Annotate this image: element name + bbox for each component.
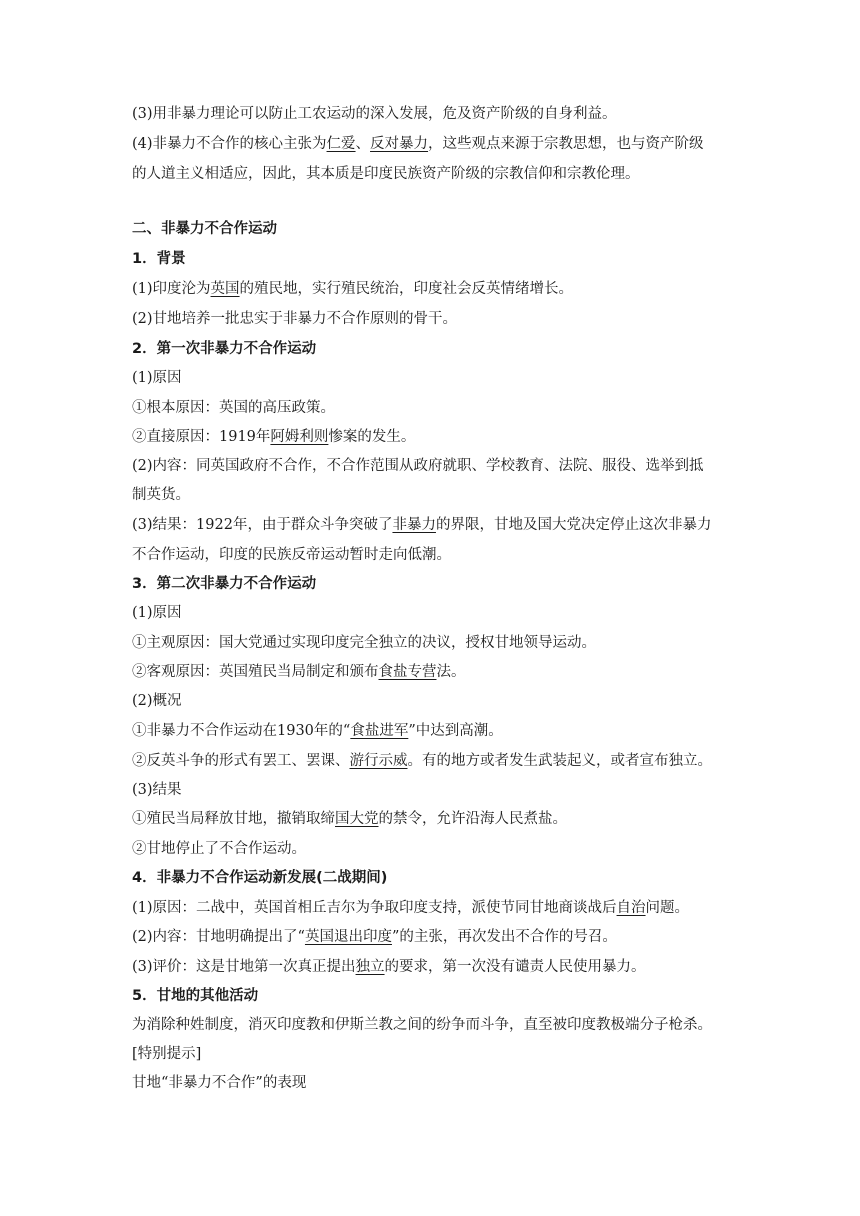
paragraph-line <box>132 662 732 682</box>
paragraph-line <box>132 104 732 124</box>
text-run: ①主观原因：国大党通过实现印度完全独立的决议，授权甘地领导运动。 <box>132 635 596 651</box>
text-run: (3)用非暴力理论可以防止工农运动的深入发展，危及资产阶级的自身利益。 <box>132 106 617 122</box>
paragraph-line <box>132 309 732 329</box>
paragraph-line <box>132 691 732 711</box>
paragraph-line <box>132 134 732 154</box>
text-run: 的界限，甘地及国大党决定停止这次非暴力 <box>435 517 712 533</box>
underlined-term: 游行示威 <box>349 753 408 769</box>
text-run: (2)内容：同英国政府不合作，不合作范围从政府就职、学校教育、法院、服役、选举到抵 <box>132 458 704 474</box>
subsection-heading <box>132 339 732 359</box>
underlined-term: 反对暴力 <box>370 136 429 152</box>
text-run: 惨案的发生。 <box>328 429 416 445</box>
paragraph-line <box>132 839 732 859</box>
text-run: 。有的地方或者发生武装起义，或者宣布独立。 <box>407 753 712 769</box>
underlined-term: 英国退出印度 <box>304 929 392 945</box>
paragraph-line <box>132 398 732 418</box>
text-run: ”中达到高潮。 <box>408 723 503 739</box>
text-run: 的要求，第一次没有谴责人民使用暴力。 <box>384 959 646 975</box>
underlined-term: 独立 <box>355 959 385 975</box>
underlined-term: 国大党 <box>335 811 379 827</box>
text-run: 3．第二次非暴力不合作运动 <box>132 576 317 592</box>
text-run: 2．第一次非暴力不合作运动 <box>132 341 317 357</box>
note-label <box>132 1044 732 1064</box>
paragraph-line <box>132 898 732 918</box>
section-heading <box>132 219 732 239</box>
text-run: 制英货。 <box>132 487 190 503</box>
text-run: 5．甘地的其他活动 <box>132 988 259 1004</box>
text-run: ”的主张，再次发出不合作的号召。 <box>391 929 617 945</box>
text-run: 甘地“非暴力不合作”的表现 <box>132 1075 307 1091</box>
subsection-heading <box>132 986 732 1006</box>
underlined-term: 英国 <box>210 281 240 297</box>
subsection-heading <box>132 249 732 269</box>
paragraph-line <box>132 368 732 388</box>
text-run: [特别提示] <box>132 1046 202 1062</box>
text-run: ①根本原因：英国的高压政策。 <box>132 400 335 416</box>
text-run: (1)印度沦为 <box>132 281 211 297</box>
text-run: (1)原因：二战中，英国首相丘吉尔为争取印度支持，派使节同甘地商谈战后 <box>132 900 617 916</box>
text-run: 的人道主义相适应，因此，其本质是印度民族资产阶级的宗教信仰和宗教伦理。 <box>132 166 640 182</box>
paragraph-line <box>132 164 732 184</box>
text-run: 问题。 <box>645 900 690 916</box>
text-run: ②甘地停止了不合作运动。 <box>132 841 306 857</box>
underlined-term: 仁爱 <box>326 136 356 152</box>
paragraph-line <box>132 721 732 741</box>
paragraph-line <box>132 751 732 771</box>
paragraph-line <box>132 279 732 299</box>
text-run: (1)原因 <box>132 605 182 621</box>
paragraph-line <box>132 809 732 829</box>
underlined-term: 食盐专营 <box>378 664 437 680</box>
underlined-term: 非暴力 <box>392 517 436 533</box>
text-run: (3)结果 <box>132 782 182 798</box>
text-run: 不合作运动，印度的民族反帝运动暂时走向低潮。 <box>132 547 451 563</box>
text-run: 二、非暴力不合作运动 <box>132 221 277 237</box>
paragraph-line <box>132 456 732 476</box>
paragraph-line <box>132 1073 732 1093</box>
subsection-heading <box>132 574 732 594</box>
paragraph-line <box>132 545 732 565</box>
text-run: (1)原因 <box>132 370 182 386</box>
paragraph-line <box>132 515 732 535</box>
text-run: ②直接原因：1919年 <box>132 429 271 445</box>
text-run: 法。 <box>436 664 466 680</box>
paragraph-line <box>132 633 732 653</box>
paragraph-line <box>132 427 732 447</box>
text-run: ①殖民当局释放甘地，撤销取缔 <box>132 811 335 827</box>
text-run: (4)非暴力不合作的核心主张为 <box>132 136 327 152</box>
text-run: 的禁令，允许沿海人民煮盐。 <box>378 811 567 827</box>
text-run: (3)评价：这是甘地第一次真正提出 <box>132 959 356 975</box>
paragraph-line <box>132 780 732 800</box>
text-run: 4．非暴力不合作运动新发展(二战期间) <box>132 870 388 886</box>
subsection-heading <box>132 868 732 888</box>
text-run: ②反英斗争的形式有罢工、罢课、 <box>132 753 350 769</box>
text-run: (2)概况 <box>132 693 182 709</box>
text-run: ①非暴力不合作运动在1930年的“ <box>132 723 351 739</box>
text-run: ，这些观点来源于宗教思想，也与资产阶级 <box>428 136 704 152</box>
text-run: (3)结果：1922年，由于群众斗争突破了 <box>132 517 393 533</box>
paragraph-line <box>132 1015 732 1035</box>
underlined-term: 自治 <box>616 900 646 916</box>
paragraph-line <box>132 927 732 947</box>
text-run: 的殖民地，实行殖民统治，印度社会反英情绪增长。 <box>239 281 574 297</box>
underlined-term: 食盐进军 <box>350 723 409 739</box>
paragraph-line <box>132 957 732 977</box>
paragraph-line <box>132 485 732 505</box>
underlined-term: 阿姆利则 <box>270 429 329 445</box>
text-run: ②客观原因：英国殖民当局制定和颁布 <box>132 664 379 680</box>
text-run: (2)内容：甘地明确提出了“ <box>132 929 305 945</box>
text-run: (2)甘地培养一批忠实于非暴力不合作原则的骨干。 <box>132 311 458 327</box>
text-run: 为消除种姓制度，消灭印度教和伊斯兰教之间的纷争而斗争，直至被印度教极端分子枪杀。 <box>132 1017 712 1033</box>
text-run: 1．背景 <box>132 251 186 267</box>
text-run: 、 <box>355 136 371 152</box>
paragraph-line <box>132 603 732 623</box>
